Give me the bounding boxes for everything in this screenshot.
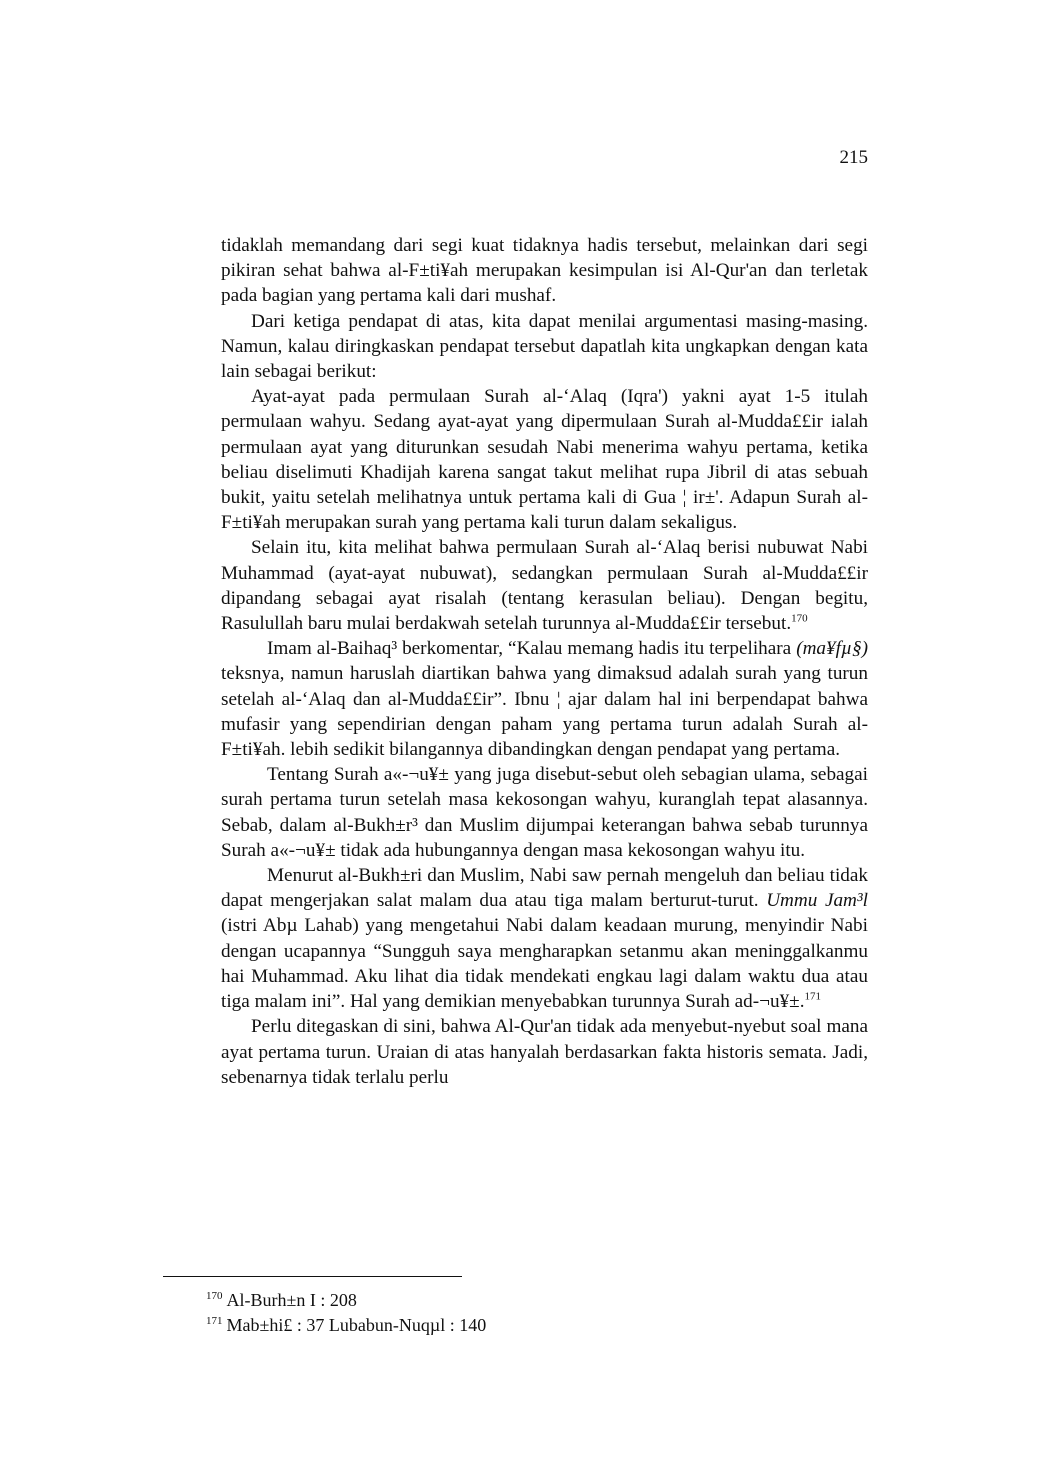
footnote-reference: 171 — [804, 990, 821, 1003]
paragraph — [221, 384, 868, 535]
italic-term: (ma¥fµ§) — [796, 638, 868, 660]
paragraph — [221, 863, 868, 1014]
paragraph — [221, 535, 868, 636]
paragraph-text: Menurut al-Bukh±ri dan Muslim, Nabi saw pernah mengeluh dan beliau tidak dapat mengerjakan salat malam dua atau tiga malam berturut-turut. — [221, 865, 868, 912]
paragraph — [221, 309, 868, 385]
body-text — [221, 233, 868, 1090]
footnote — [206, 1313, 806, 1338]
paragraph-text: Dari ketiga pendapat di atas, kita dapat menilai argumentasi masing-masing. Namun, kalau diringkaskan pendapat tersebut dapatlah kita ungkapkan dengan kata lain sebagai berikut: — [221, 310, 868, 383]
footnote-divider — [163, 1276, 462, 1277]
paragraph — [221, 762, 868, 863]
paragraph-text: Imam al-Baihaq³ berkomentar, “Kalau memang hadis itu terpelihara — [267, 638, 797, 660]
footnote — [206, 1288, 806, 1313]
footnote-text: Al-Burh±n I : 208 — [226, 1290, 357, 1310]
footnotes — [206, 1288, 806, 1338]
italic-term: Ummu Jam³l — [766, 890, 868, 912]
paragraph — [221, 233, 868, 309]
paragraph-text: Selain itu, kita melihat bahwa permulaan Surah al-‘Alaq berisi nubuwat Nabi Muhammad (ayat-ayat nubuwat), sedangkan permulaan Surah al-Mudda££ir dipandang sebagai ayat risalah (tentang kerasulan beliau). Dengan begitu, Rasulullah baru mulai berdakwah setelah turunnya al-Mudda££ir tersebut. — [221, 537, 868, 635]
footnote-number: 170 — [206, 1290, 223, 1302]
paragraph-text: tidaklah memandang dari segi kuat tidaknya hadis tersebut, melainkan dari segi pikiran sehat bahwa al-F±ti¥ah merupakan kesimpulan isi Al-Qur'an dan terletak pada bagian yang pertama kali dari mushaf. — [221, 235, 868, 307]
paragraph-text: Ayat-ayat pada permulaan Surah al-‘Alaq (Iqra') yakni ayat 1-5 itulah permulaan wahyu. Sedang ayat-ayat yang dipermulaan Surah al-Mudda££ir ialah permulaan ayat yang diturunkan sesudah Nabi menerima wahyu pertama, ketika beliau diselimuti Khadijah karena sangat takut melihat rupa Jibril di atas sebuah bukit, yaitu setelah melihatnya untuk pertama kali di Gua ¦ ir±'. Adapun Surah al-F±ti¥ah merupakan surah yang pertama kali turun dalam sekaligus. — [221, 386, 868, 534]
page-number: 215 — [839, 147, 868, 168]
paragraph-text: Tentang Surah a«-¬u¥± yang juga disebut-sebut oleh sebagian ulama, sebagai surah pertama turun setelah masa kekosongan wahyu, kuranglah tepat alasannya. Sebab, dalam al-Bukh±r³ dan Muslim dijumpai keterangan bahwa sebab turunnya Surah a«-¬u¥± tidak ada hubungannya dengan masa kekosongan wahyu itu. — [221, 764, 868, 861]
paragraph-text: Perlu ditegaskan di sini, bahwa Al-Qur'an tidak ada menyebut-nyebut soal mana ayat pertama turun. Uraian di atas hanyalah berdasarkan fakta historis semata. Jadi, sebenarnya tidak terlalu perlu — [221, 1016, 868, 1088]
paragraph-text: teksnya, namun haruslah diartikan bahwa yang dimaksud adalah surah yang turun setelah al-‘Alaq dan al-Mudda££ir”. Ibnu ¦ ajar dalam hal ini berpendapat bahwa mufasir yang sependirian dengan paham yang pertama turun adalah Surah al-F±ti¥ah. lebih sedikit bilangannya dibandingkan dengan pendapat yang pertama. — [221, 663, 868, 761]
footnote-number: 171 — [206, 1315, 223, 1327]
paragraph-text: (istri Abµ Lahab) yang mengetahui Nabi dalam keadaan murung, menyindir Nabi dengan ucapannya “Sungguh saya mengharapkan setanmu akan meninggalkanmu hai Muhammad. Aku lihat dia tidak mendekati engkau lagi dalam waktu dua atau tiga malam ini”. Hal yang demikian menyebabkan turunnya Surah ad-¬u¥±. — [221, 915, 868, 1013]
footnote-text: Mab±hi£ : 37 Lubabun-Nuqµl : 140 — [226, 1315, 487, 1335]
paragraph — [221, 636, 868, 762]
paragraph — [221, 1014, 868, 1090]
footnote-reference: 170 — [791, 612, 808, 625]
